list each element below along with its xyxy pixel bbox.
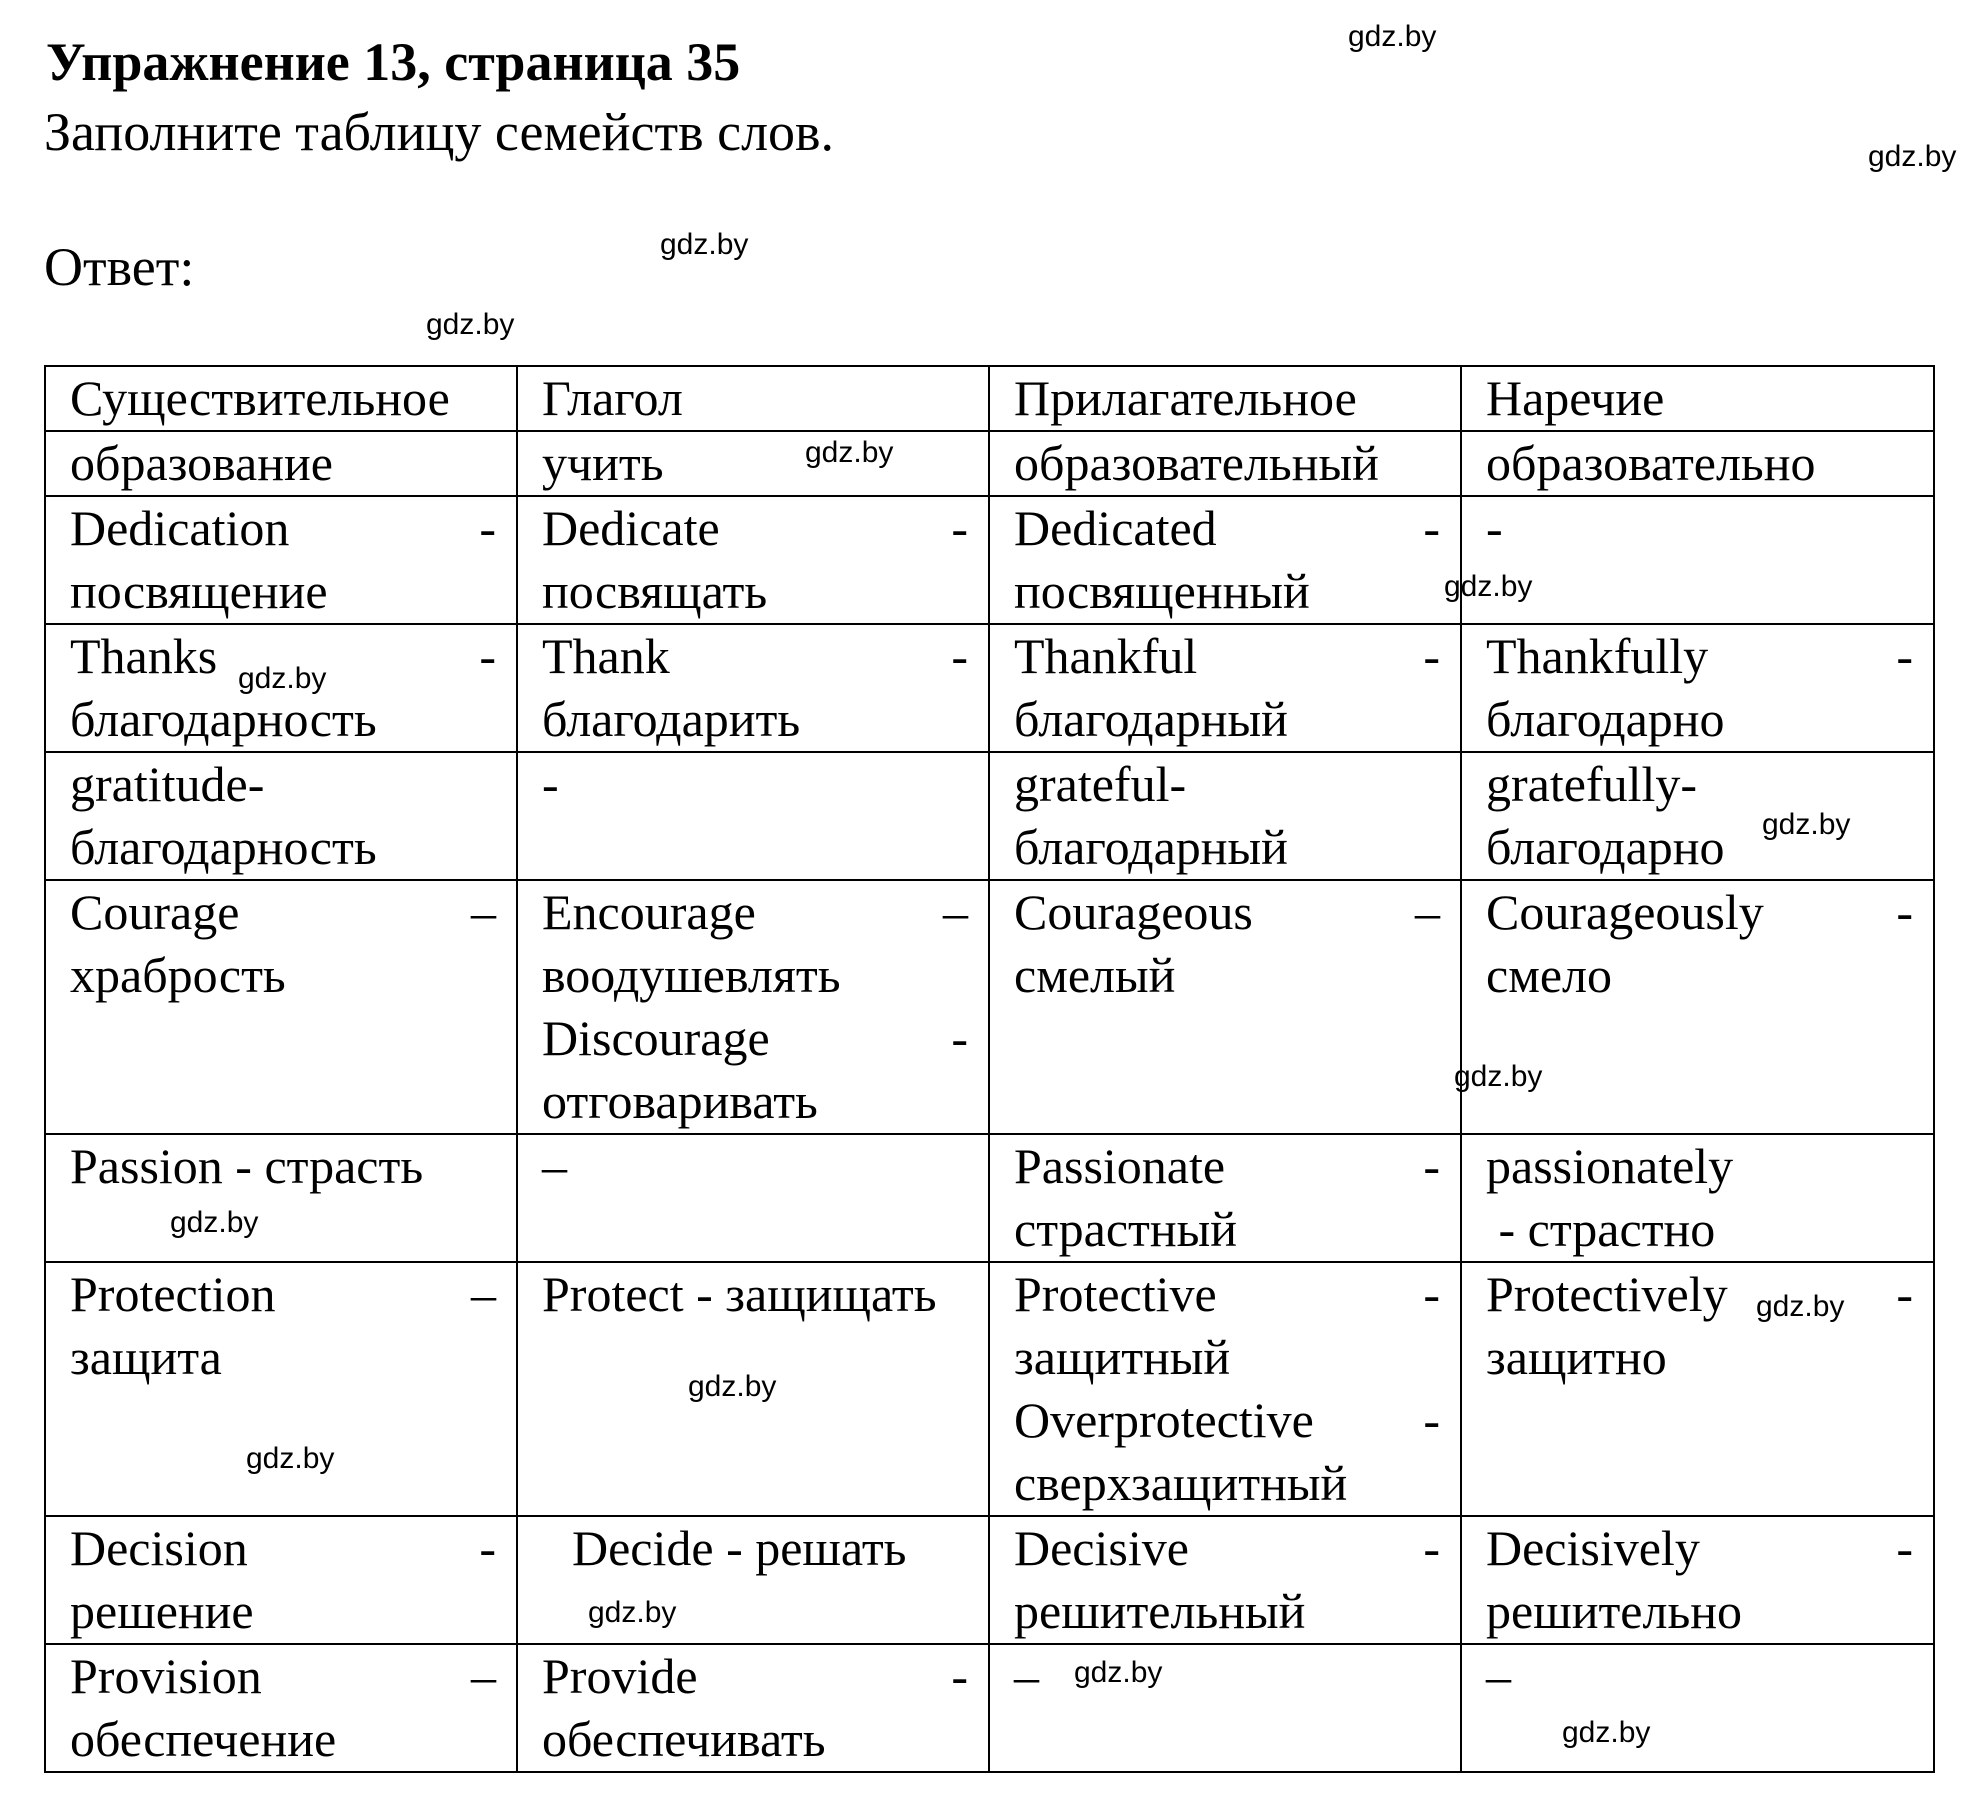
answer-label: Ответ: — [44, 237, 195, 297]
adverb-cell: Decisively - решительно — [1461, 1516, 1934, 1644]
watermark: gdz.by — [238, 662, 327, 695]
watermark: gdz.by — [1348, 20, 1437, 53]
adjective-cell: grateful- благодарный — [989, 752, 1461, 880]
watermark: gdz.by — [1074, 1656, 1163, 1689]
verb-cell: Thank - благодарить — [517, 624, 989, 752]
watermark: gdz.by — [1562, 1716, 1651, 1749]
verb-cell: - — [517, 752, 989, 880]
adverb-cell: gratefully- благодарно — [1461, 752, 1934, 880]
adverb-cell: Thankfully - благодарно — [1461, 624, 1934, 752]
noun-cell: Courage – храбрость — [45, 880, 517, 1134]
noun-cell: Protection – защита — [45, 1262, 517, 1516]
example-adverb: образовательно — [1461, 431, 1934, 496]
example-row — [45, 431, 1934, 496]
adjective-cell: – — [989, 1644, 1461, 1772]
adjective-cell: Courageous – смелый — [989, 880, 1461, 1134]
adjective-cell: Thankful - благодарный — [989, 624, 1461, 752]
noun-cell: Thanks - благодарность — [45, 624, 517, 752]
watermark: gdz.by — [1756, 1290, 1845, 1323]
verb-cell: Decide - решать — [517, 1516, 989, 1644]
table-row — [45, 752, 1934, 880]
adverb-cell: Courageously - смело — [1461, 880, 1934, 1134]
watermark: gdz.by — [588, 1596, 677, 1629]
example-adjective: образовательный — [989, 431, 1461, 496]
watermark: gdz.by — [805, 436, 894, 469]
header-noun: Существительное — [45, 366, 517, 431]
adverb-cell: – — [1461, 1644, 1934, 1772]
watermark: gdz.by — [1762, 808, 1851, 841]
table-row — [45, 1262, 1934, 1516]
watermark: gdz.by — [688, 1370, 777, 1403]
adverb-cell: Protectively - защитно — [1461, 1262, 1934, 1516]
table-row — [45, 1516, 1934, 1644]
verb-cell: Provide - обеспечивать — [517, 1644, 989, 1772]
noun-cell: Dedication - посвящение — [45, 496, 517, 624]
noun-cell: gratitude- благодарность — [45, 752, 517, 880]
adverb-cell: - — [1461, 496, 1934, 624]
verb-cell: Dedicate - посвящать — [517, 496, 989, 624]
table-row — [45, 1134, 1934, 1262]
verb-cell: Protect - защищать — [517, 1262, 989, 1516]
table-header-row — [45, 366, 1934, 431]
watermark: gdz.by — [1868, 140, 1957, 173]
header-verb: Глагол — [517, 366, 989, 431]
task-instruction: Заполните таблицу семейств слов. — [44, 102, 835, 162]
noun-cell: Passion - страсть — [45, 1134, 517, 1262]
watermark: gdz.by — [660, 228, 749, 261]
table-row — [45, 624, 1934, 752]
header-adjective: Прилагательное — [989, 366, 1461, 431]
table-row — [45, 1644, 1934, 1772]
table-row — [45, 496, 1934, 624]
noun-cell: Decision - решение — [45, 1516, 517, 1644]
adjective-cell: Protective - защитный Overprotective - сверхзащитный — [989, 1262, 1461, 1516]
table-row — [45, 880, 1934, 1134]
header-adverb: Наречие — [1461, 366, 1934, 431]
example-verb: учить — [517, 431, 989, 496]
watermark: gdz.by — [170, 1206, 259, 1239]
page-title: Упражнение 13, страница 35 — [46, 32, 741, 92]
watermark: gdz.by — [426, 308, 515, 341]
adverb-cell: passionately - страстно — [1461, 1134, 1934, 1262]
watermark: gdz.by — [1444, 570, 1533, 603]
word-family-table — [44, 365, 1935, 1773]
adjective-cell: Passionate - страстный — [989, 1134, 1461, 1262]
adjective-cell: Decisive - решительный — [989, 1516, 1461, 1644]
noun-cell: Provision – обеспечение — [45, 1644, 517, 1772]
verb-cell: – — [517, 1134, 989, 1262]
watermark: gdz.by — [1454, 1060, 1543, 1093]
verb-cell: Encourage – воодушевлять Discourage - отговаривать — [517, 880, 989, 1134]
watermark: gdz.by — [246, 1442, 335, 1475]
adjective-cell: Dedicated - посвященный — [989, 496, 1461, 624]
example-noun: образование — [45, 431, 517, 496]
